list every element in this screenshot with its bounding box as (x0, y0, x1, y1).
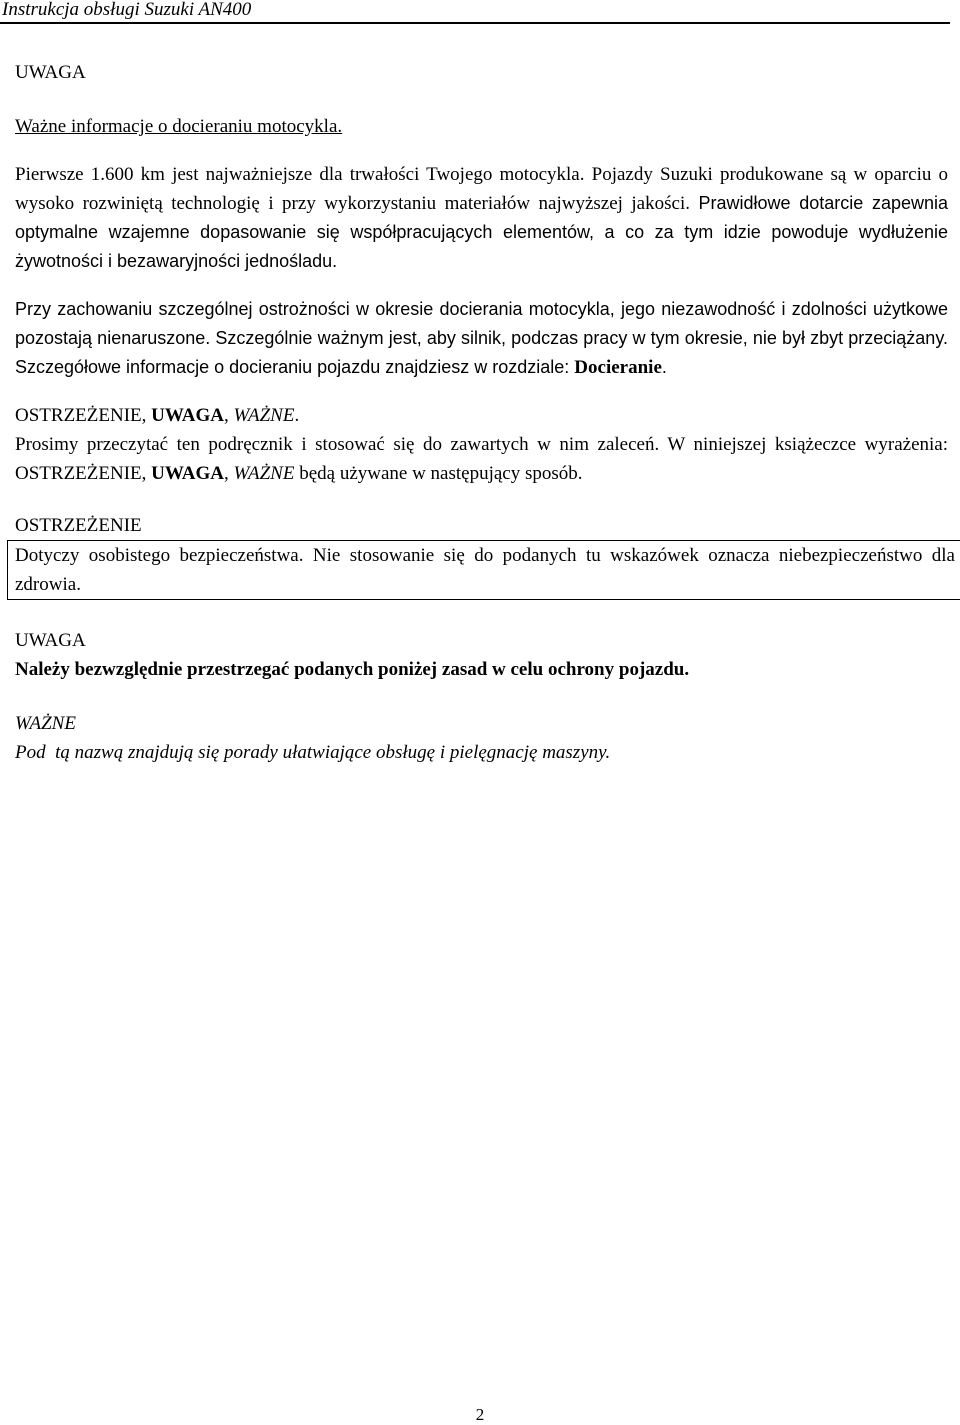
warning-text: Dotyczy osobistego bezpieczeństwa. Nie stosowanie się do podanych tu wskazówek oznacza niebezpieczeństwo dla zdrowia. (15, 545, 955, 595)
paragraph-careful-break-in (15, 295, 948, 382)
header-title: Instrukcja obsługi Suzuki AN400 (2, 0, 252, 20)
signal-words-paragraph (15, 430, 948, 488)
heading-separator: , (224, 405, 234, 426)
signal-words-heading (15, 401, 948, 430)
heading-warning-word: OSTRZEŻENIE, (15, 405, 152, 426)
intro-serif-text: Pierwsze 1.600 km jest najważniejsze dla trwałości Twojego motocykla. Pojazdy Suzuki produkowane są w oparciu o wysoko rozwiniętą technologię i przy wykorzystaniu materiałów najwyższej jakości. (15, 164, 948, 214)
section-heading-uwaga: UWAGA (15, 62, 86, 83)
paragraph-break-in-intro (15, 160, 948, 276)
spacer (15, 141, 948, 160)
signal-words-text: Prosimy przeczytać ten podręcznik i stosować się do zawartych w nim zaleceń. W niniejszej książeczce wyrażenia: OSTRZEŻENIE, (15, 434, 948, 484)
important-label: WAŻNE (15, 713, 76, 734)
body-separator: , (224, 463, 234, 484)
spacer (15, 488, 948, 511)
spacer (15, 276, 948, 295)
signal-words-text-end: będą używane w następujący sposób. (294, 463, 583, 484)
page-header (0, 0, 950, 24)
intro-sans-text: Prawidłowe dotarcie zapewnia optymalne wzajemne dopasowanie się współpracujących elementów, a co za tym idzie powoduje wydłużenie żywotności i bezawaryjności jednośladu. (15, 193, 948, 271)
spacer (15, 684, 948, 709)
section-subheading: Ważne informacje o docieraniu motocykla. (15, 116, 343, 137)
important-text: Pod tą nazwą znajdują się porady ułatwiające obsługę i pielęgnację maszyny. (15, 742, 611, 763)
spacer (15, 600, 948, 626)
heading-important-word: WAŻNE (233, 405, 295, 426)
chapter-reference: Docieranie (574, 357, 662, 378)
warning-box (7, 540, 960, 600)
paragraph-end: . (661, 357, 667, 377)
body-caution-word: UWAGA (151, 463, 224, 484)
careful-text: Przy zachowaniu szczególnej ostrożności w okresie docierania motocykla, jego niezawodność i zdolności użytkowe pozostają nienaruszone. Szczególnie ważnym jest, aby silnik, podczas pracy w tym okresie, nie był zbyt przeciążany. Szczegółowe informacje o docieraniu pojazdu znajdziesz w rozdziale: (15, 299, 948, 377)
document-body (15, 58, 955, 767)
heading-caution-word: UWAGA (151, 405, 224, 426)
spacer (15, 382, 948, 401)
body-important-word: WAŻNE (233, 463, 295, 484)
heading-end: . (294, 405, 300, 426)
warning-label: OSTRZEŻENIE (15, 515, 142, 536)
caution-text: Należy bezwzględnie przestrzegać podanych poniżej zasad w celu ochrony pojazdu. (15, 659, 690, 680)
page-number: 2 (475, 1405, 485, 1424)
spacer (15, 87, 948, 112)
caution-label: UWAGA (15, 630, 86, 651)
